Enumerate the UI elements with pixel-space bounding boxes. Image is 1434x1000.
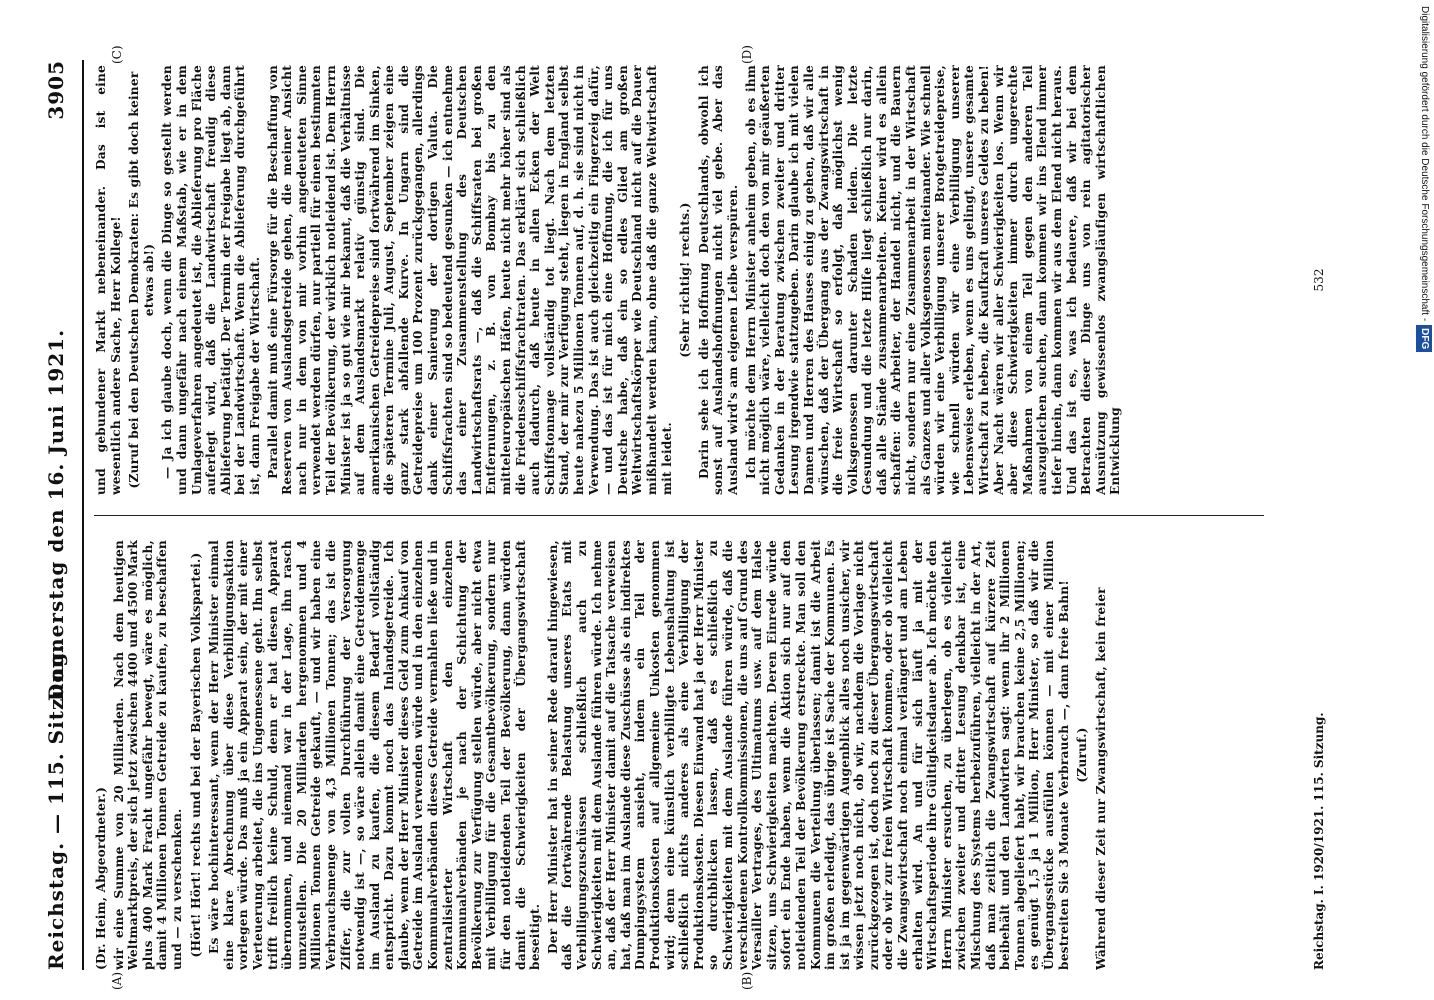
paragraph: Darin sehe ich die Hoffnung Deutschlands, obwohl ich sonst auf Auslandshoffnungen nicht viel gebe. Aber das Ausland wird's am eigenen Leibe verspüren. — [696, 65, 740, 495]
column-divider — [94, 515, 1264, 516]
header-rule — [82, 60, 84, 970]
sidebar-text-wrapper — [1416, 6, 1432, 996]
dfg-logo: DFG — [1416, 325, 1432, 352]
paragraph: Der Herr Minister hat in seiner Rede darauf hingewiesen, daß die fortwährende Belastung unseres Etats mit Verbilligungszuschüssen schließlich auch zu Schwierigkeiten mit dem Auslande führen würde. Ich nehme an, daß der Herr Minister damit auf die Tatsache verweisen hat, daß man im Auslande diese Zuschüsse als ein indirektes Dumpingsystem ansieht, indem ein Teil der Produktionskosten auf allgemeine Unkosten genommen wird; denn eine künstlich verbilligte Lebenshaltung ist schließlich nichts anderes als eine Verbilligung der Produktionskosten. Diesen Einwand hat ja der Herr Minister so durchblicken lassen, daß es schließlich zu Schwierigkeiten mit dem Auslande führen würde, daß die verschiedenen Kontrollkommissionen, die uns auf Grund des Versailler Vertrages, des Ultimatums usw. auf dem Halse sitzen, uns Schwierigkeiten machten. Deren Einrede würde sofort ein Ende haben, wenn die Aktion sich nur auf den notleidenden Teil der Bevölkerung erstreckte. Man soll den Kommunen die Verteilung überlassen; damit ist die Arbeit im großen erledigt, das übrige ist Sache der Kommunen. Es ist ja im gegenwärtigen Augenblick alles noch unsicher, wir wissen jetzt noch nicht, ob wir, nachdem die Vorlage nicht zurückgezogen ist, doch noch zu dieser Übergangswirtschaft oder ob wir zur freien Wirtschaft kommen, oder ob vielleicht die Zwangswirtschaft noch einmal verlängert und am Leben erhalten wird. An und für sich läuft ja mit der Wirtschaftsperiode ihre Gültigkeitsdauer ab. Ich möchte den Herrn Minister ersuchen, zu überlegen, ob es vielleicht zwischen zweiter und dritter Lesung denkbar ist, eine Mischung des Systems herbeizuführen, vielleicht in der Art, daß man zeitlich die Zwangswirtschaft auf kürzere Zeit beibehält und den Landwirten sagt: wenn ihr 2 Millionen Tonnen abgeliefert habt, wir brauchen keine 2,5 Millionen; es genügt 1,5 ja 1 Million, Herr Minister, so daß wir die Übergangsstücke ausfüllen können — mit einer Million bestreiten Sie 3 Monate Verbrauch —, dann freie Bahn! — [545, 540, 1071, 970]
rotated-page-frame — [0, 40, 1390, 1000]
marker-a: (A) — [110, 971, 124, 990]
paragraph: Parallel damit muß eine Fürsorge für die Beschaffung von Reserven von Auslandsgetreide gehen, die meiner Ansicht nach nur in dem von mir vorhin angedeuteten Sinne verwendet werden dürfen, nur partiell für einen bestimmten Teil der Bevölkerung, der wirklich notleidend ist. Dem Herrn Minister ist ja so gut wie mir bekannt, daß die Verhältnisse auf dem Auslandsmarkt relativ günstig sind. Die amerikanischen Getreidepreise sind fortwährend im Sinken, die späteren Termine Juli, August, September zeigen eine ganz stark abfallende Kurve. In Ungarn sind die Getreidepreise um 100 Prozent zurückgegangen, allerdings dank einer Sanierung der dortigen Valuta. Die Schiffsfrachten sind so bedeutend gesunken — ich entnehme das einer Zusammenstellung des Deutschen Landwirtschaftsrats —, daß die Schiffsraten bei großen Entfernungen, z. B. von Bombay bis zu den mitteleuropäischen Häfen, heute nicht mehr höher sind als die Friedensschiffsfrachtraten. Das erklärt sich schließlich auch dadurch, daß heute in allen Ecken der Welt Schiffstonnage vollständig tot liegt. Nach dem letzten Stand, der mir zur Verfügung steht, liegen in England selbst heute nahezu 5 Millionen Tonnen auf, d. h. sie sind nicht in Verwendung. Das ist auch gleichzeitig ein Fingerzeig dafür, — und das ist für mich eine Hoffnung, die ich für uns Deutsche habe, daß ein so edles Glied am großen Weltwirtschaftskörper wie Deutschland nicht auf die Dauer mißhandelt werden kann, ohne daß die ganze Weltwirtschaft mit leidet. — [265, 65, 674, 495]
paragraph: Es wäre hochinteressant, wenn der Herr Minister einmal eine klare Abrechnung über diese Verbilligungsaktion vorlegen würde. Das muß ja ein Apparat sein, der mit einer Verteuerung arbeitet, die ins Ungemessene geht. Ihn selbst trifft freilich keine Schuld, denn er hat diesen Apparat übernommen, und niemand war in der Lage, ihn rasch umzustellen. Die 20 Milliarden hergenommen und 4 Millionen Tonnen Getreide gekauft, — und wir haben eine Verbrauchsmenge von 4,3 Millionen Tonnen; das ist die Ziffer, die zur vollen Durchführung der Versorgung notwendig ist —, so wäre allein damit eine Getreidemenge im Ausland zu kaufen, die diesem Bedarf vollständig entspricht. Dazu kommt noch das Inlandsgetreide. Ich glaube, wenn der Herr Minister dieses Geld zum Ankauf von Getreide im Ausland verwenden würde und in den einzelnen Kommunalverbänden dieses Getreide vermahlen ließe und in zentralisierter Wirtschaft den einzelnen Kommunalverbänden je nach der Schichtung der Bevölkerung zur Verfügung stellen würde, aber nicht etwa mit Verbilligung für die Gesamtbevölkerung, sondern nur für den notleidenden Teil der Bevölkerung, dann würden damit die Schwierigkeiten der Übergangswirtschaft beseitigt. — [207, 540, 543, 970]
paragraph: Während dieser Zeit nur Zwangswirtschaft, kein freier — [1093, 587, 1108, 970]
paragraph: (Hört! Hört! rechts und bei der Bayerischen Volkspartei.) — [188, 552, 203, 958]
paragraph: und gebundener Markt nebeneinander. Das ist eine wesentlich andere Sache, Herr Kollege! — [94, 65, 123, 495]
marker-d: (D) — [740, 45, 754, 64]
digitization-sidebar — [1418, 6, 1434, 996]
page-header — [40, 60, 80, 970]
paragraph: (Sehr richtig! rechts.) — [678, 202, 693, 358]
header-left: Reichstag. — 115. Sitzung. — [44, 643, 68, 970]
marker-b: (B) — [740, 971, 754, 990]
paragraph: (Zuruf bei den Deutschen Demokraten: Es gibt doch keiner etwas ab!) — [127, 71, 156, 489]
paragraph: — Ja ich glaube doch, wenn die Dinge so gestellt werden und dann ungefähr nach einem Maßstab, wie er in dem Umlageverfahren angedeutet ist, die Ablieferung pro Fläche auferlegt wird, daß die Landwirtschaft freudig diese Ablieferung betätigt. Der Termin der Freigabe liegt ab, dann bei der Landwirtschaft. Wenn die Ablieferung durchgeführt ist, dann Freigabe der Wirtschaft. — [160, 65, 262, 495]
sheet-number: 532 — [1312, 268, 1326, 292]
page-footer: Reichstag. I. 1920/1921. 115. Sitzung. — [1312, 712, 1326, 970]
marker-c: (C) — [110, 45, 124, 64]
header-center: Donnerstag den 16. Juni 1921. — [44, 328, 68, 702]
paragraph: wir eine Summe von 20 Milliarden. Nach dem heutigen Weltmarktpreis, der sich jetzt zwischen 4400 und 4500 Mark plus 400 Mark Fracht ungefähr bewegt, wäre es möglich, damit 4 Millionen Tonnen Getreide zu kaufen, zu beschaffen und — zu verschenken. — [111, 540, 184, 970]
document-page — [20, 40, 1360, 1000]
paragraph: (Zuruf.) — [1075, 727, 1090, 783]
left-column — [94, 540, 1304, 970]
paragraph: Ich möchte dem Herrn Minister anheim geben, ob es ihm nicht möglich wäre, vielleicht doch den von mir geäußerten Gedanken in der Beratung zwischen zweiter und dritter Lesung irgendwie stattzugeben. Darin glaube ich mit vielen Damen und Herren des Hauses einig zu gehen, daß wir alle wünschen, daß der Übergang aus der Zwangswirtschaft in die freie Wirtschaft so erfolgt, daß möglichst wenig Volksgenossen darunter Schaden leiden. Die letzte Gesundung und die letzte Hilfe liegt schließlich nur darin, daß alle Stände zusammenarbeiten. Keiner wird es allein schaffen: die Arbeiter, der Handel nicht, und die Bauern nicht, sondern nur eine Zusammenarbeit in der Wirtschaft als Ganzes und aller Volksgenossen miteinander. Wie schnell würden wir eine Verbilligung unserer Brotgetreidepreise, wie schnell würden wir eine Verbilligung unserer Lebensweise erleben, wenn es uns gelingt, unsere gesamte Wirtschaft zu heben, die Kaufkraft unseres Geldes zu heben! Aber Nacht wären wir aller Schwierigkeiten los. Wenn wir aber diese Schwierigkeiten immer durch ungerechte Maßnahmen von einem Teil gegen den anderen Teil auszugleichen suchen, dann kommen wir ins Elend immer tiefer hinein, dann kommen wir aus dem Elend nicht heraus. Und das ist es, was ich bedauere, daß wir bei dem Betrachten dieser Dinge uns von rein agitatorischer Ausnützung gewissenlos zwangsläufigen wirtschaftlichen Entwicklung — [743, 65, 1123, 495]
sidebar-text: Digitalisierung gefördert durch die Deutsche Forschungsgemeinschaft - — [1419, 6, 1430, 322]
paragraph: (Dr. Heim, Abgeordneter.) — [94, 786, 108, 970]
right-column — [94, 65, 1304, 495]
header-page-number: 3905 — [44, 60, 68, 120]
